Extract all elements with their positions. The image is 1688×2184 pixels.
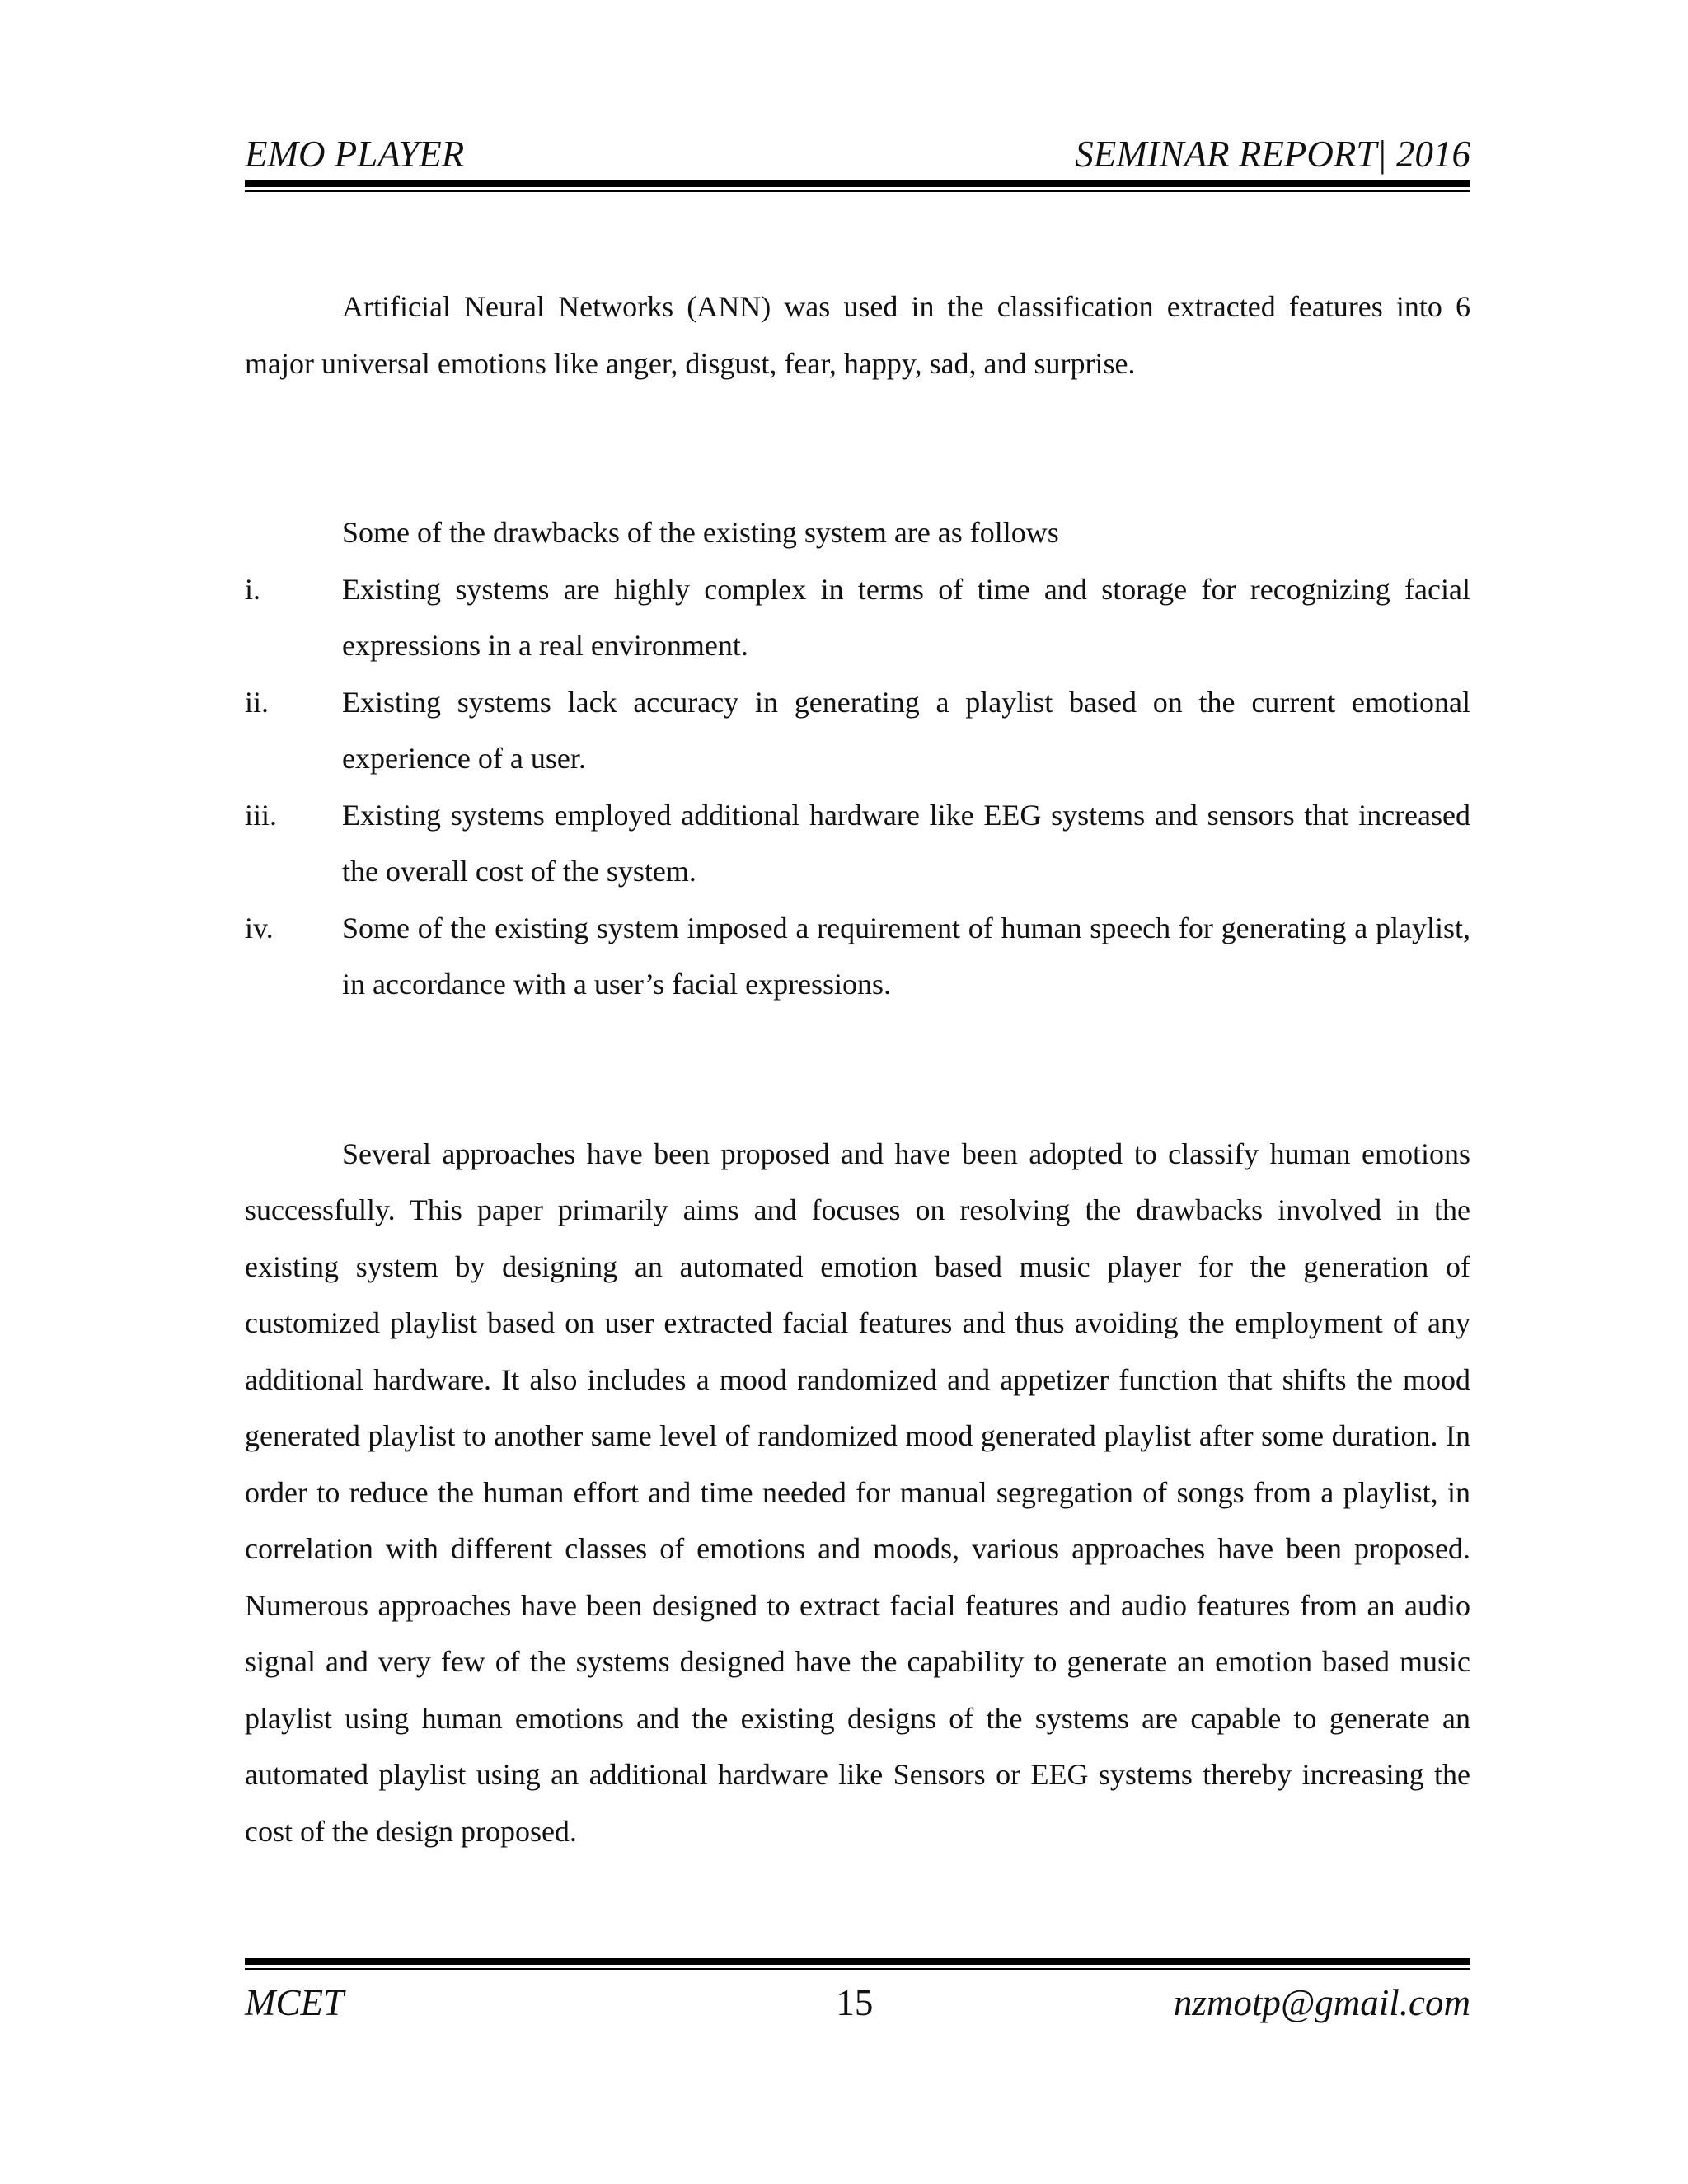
drawback-number: iv.	[245, 911, 274, 944]
header-rule-thick	[245, 180, 1470, 187]
paragraph-approaches: Several approaches have been proposed and have been adopted to classify human emotions successfully. This paper primarily aims and focuses on resolving the drawbacks involved in the existing system by designing an automated emotion based music player for the generation of customized playlist based on user extracted facial features and thus avoiding the employment of any additional hardware. It also includes a mood randomized and appetizer function that shifts the mood generated playlist to another same level of randomized mood generated playlist after some duration. In order to reduce the human effort and time needed for manual segregation of songs from a playlist, in correlation with different classes of emotions and moods, various approaches have been proposed. Numerous approaches have been designed to extract facial features and audio features from an audio signal and very few of the systems designed have the capability to generate an emotion based music playlist using human emotions and the existing designs of the systems are capable to generate an automated playlist using an additional hardware like Sensors or EEG systems thereby increasing the cost of the design proposed.	[245, 1137, 1470, 1848]
drawback-text: Existing systems lack accuracy in generating a playlist based on the current emotional experience of a user.	[342, 685, 1470, 775]
footer-institution: MCET	[245, 1982, 345, 2023]
drawbacks-list	[245, 561, 1470, 1013]
page-number: 15	[836, 1982, 874, 2023]
drawback-text: Existing systems are highly complex in terms of time and storage for recognizing facial expressions in a real environment.	[342, 572, 1470, 662]
footer-rule-thin	[245, 1968, 1470, 1970]
page-header	[245, 136, 1470, 173]
drawback-item	[245, 787, 1470, 900]
drawback-text: Existing systems employed additional hardware like EEG systems and sensors that increased the overall cost of the system.	[342, 798, 1470, 888]
drawback-number: iii.	[245, 798, 278, 832]
footer-rule-thick	[245, 1958, 1470, 1965]
footer-email: nzmotp@gmail.com	[1173, 1982, 1470, 2023]
page-body	[245, 279, 1470, 1859]
paragraph-ann: Artificial Neural Networks (ANN) was used in the classification extracted features into 6 major universal emotions like anger, disgust, fear, happy, sad, and surprise.	[245, 290, 1470, 380]
header-rule-thin	[245, 190, 1470, 192]
drawback-item	[245, 674, 1470, 787]
page-footer	[245, 1982, 1470, 2023]
drawback-text: Some of the existing system imposed a requirement of human speech for generating a playlist, in accordance with a user’s facial expressions.	[342, 911, 1470, 1001]
drawback-item	[245, 561, 1470, 674]
drawback-number: ii.	[245, 685, 270, 719]
header-title: EMO PLAYER	[245, 134, 465, 175]
drawback-item	[245, 900, 1470, 1013]
drawbacks-intro: Some of the drawbacks of the existing system are as follows	[342, 516, 1059, 549]
drawback-number: i.	[245, 572, 261, 606]
header-report-label: SEMINAR REPORT| 2016	[1075, 134, 1470, 175]
